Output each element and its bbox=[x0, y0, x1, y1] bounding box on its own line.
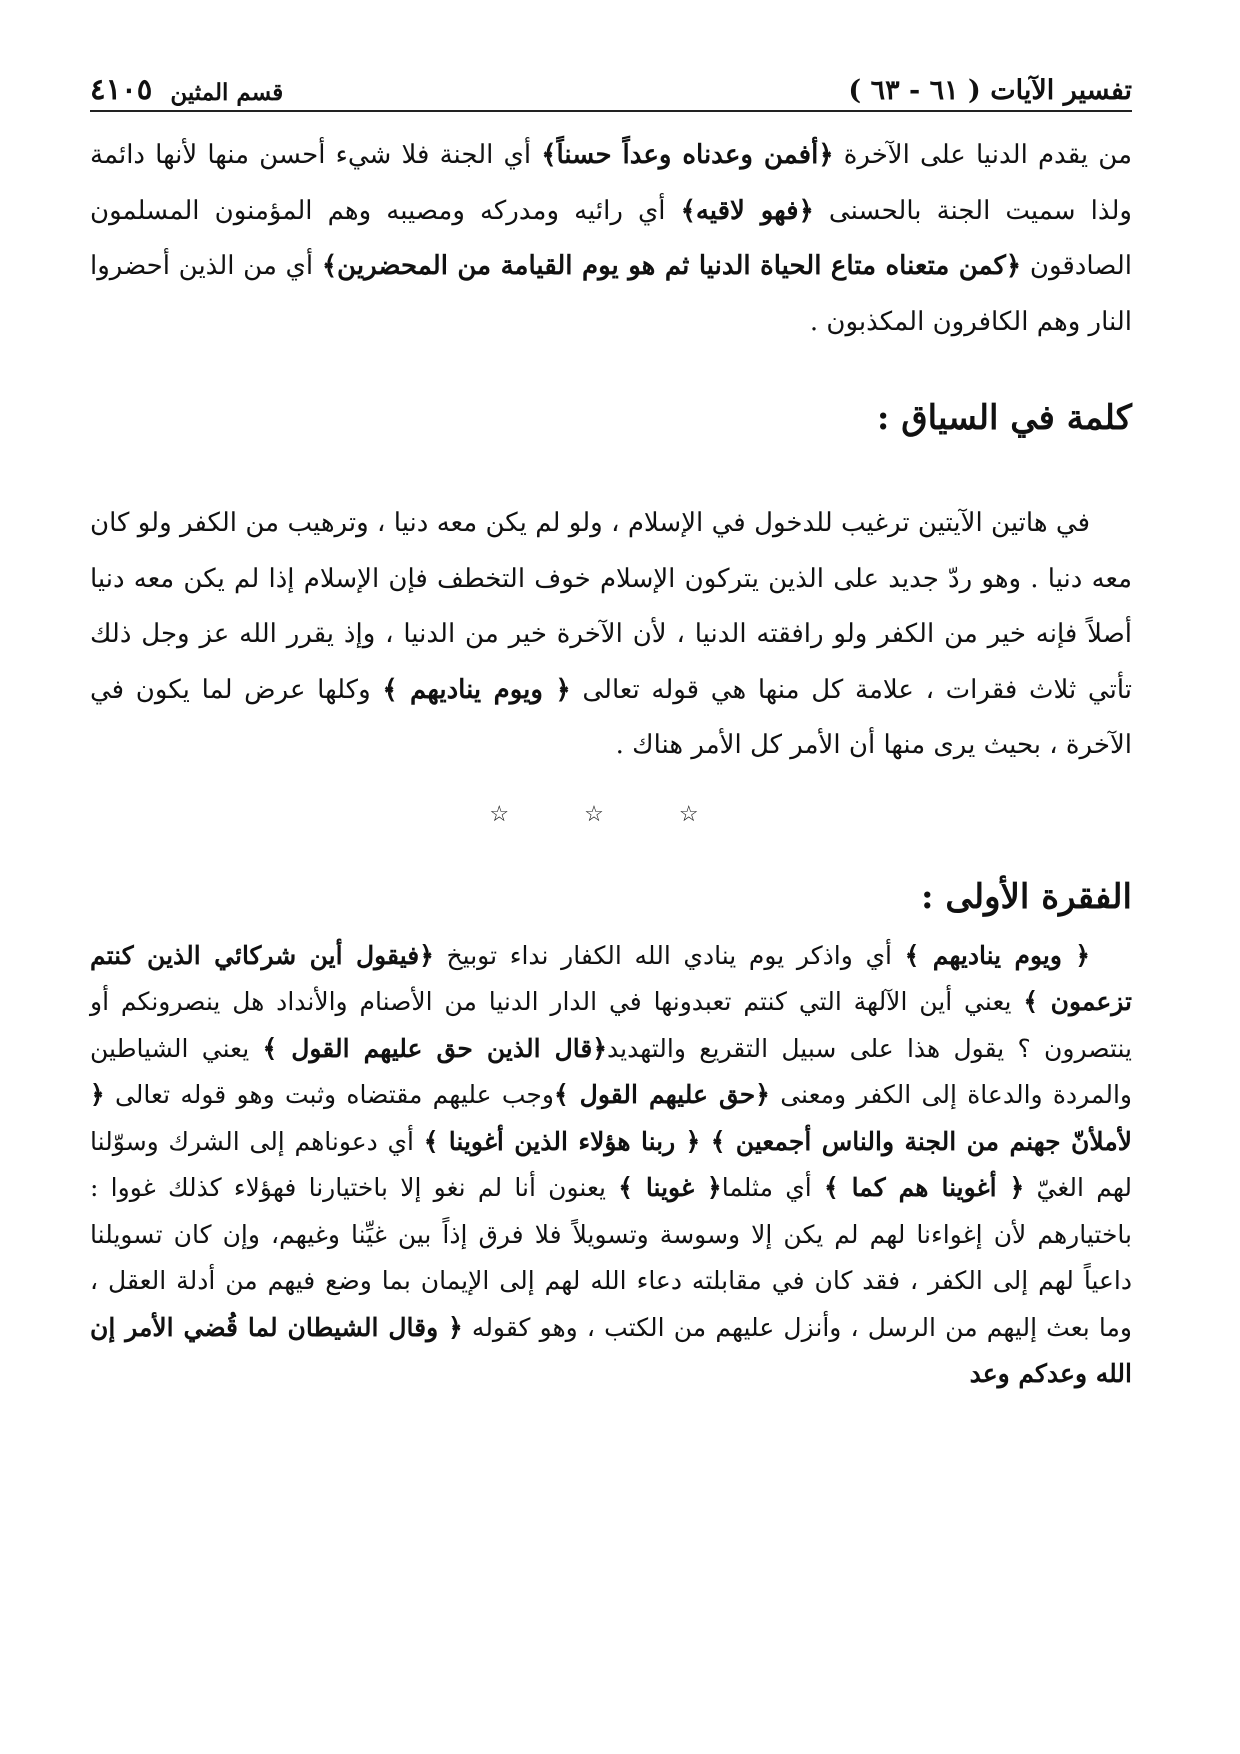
quran-quote: ﴿قال الذين حق عليهم القول ﴾ bbox=[262, 1033, 608, 1063]
first-passage-paragraph bbox=[90, 933, 1132, 1398]
quran-quote: ﴿حق عليهم القول ﴾ bbox=[553, 1080, 770, 1109]
intro-paragraph bbox=[90, 128, 1132, 350]
quran-quote: ﴿ لأملأنّ جهنم من الجنة والناس أجمعين ﴾ ﴿ ربنا هؤلاء الذين أغوينا ﴾ bbox=[90, 1080, 1132, 1156]
section-separator-stars: ☆ ☆ ☆ bbox=[489, 801, 733, 827]
page-number: ٤١٠٥ bbox=[90, 72, 153, 106]
quran-quote: ﴿ ويوم يناديهم ﴾ bbox=[904, 940, 1090, 970]
context-paragraph bbox=[90, 496, 1132, 774]
quran-quote: ﴿ أغوينا هم كما ﴾ bbox=[824, 1173, 1025, 1202]
passage-text: وجب عليهم مقتضاه وثبت وهو قوله تعالى bbox=[104, 1080, 554, 1109]
quran-quote: ﴿ ويوم يناديهم ﴾ bbox=[382, 674, 571, 705]
context-text-1: في هاتين الآيتين ترغيب للدخول في الإسلام ، ولو لم يكن معه دنيا ، وترهيب من الكفر ولو كان معه دنيا . وهو ردّ جديد على الذين يتركون الإسلام خوف التخطف فإن الإسلام إذا لم يكن معه دنيا أصلاً فإنه خير من الكفر ولو رافقته الدنيا ، لأن الآخرة خير من الدنيا ، وإذ يقرر الله عز وجل ذلك تأتي ثلاث فقرات ، علامة كل منها هي قوله تعالى bbox=[90, 508, 1132, 705]
running-title: تفسير الآيات ( ٦١ - ٦٣ ) bbox=[848, 75, 1132, 106]
quran-quote: ﴿كمن متعناه متاع الحياة الدنيا ثم هو يوم القيامة من المحضرين﴾ bbox=[321, 251, 1022, 281]
intro-text-3: أي رائيه ومدركه ومصيبه وهم المؤمنون المسلمون الصادقون bbox=[90, 195, 1132, 281]
passage-text: يعني أين الآلهة التي كنتم تعبدونها في الدار الدنيا من الأصنام والأنداد هل ينصرونكم أو ينتصرون ؟ يقول هذا على سبيل التقريع والتهديد bbox=[90, 987, 1133, 1063]
intro-text-1: من يقدم الدنيا على الآخرة bbox=[833, 140, 1132, 170]
book-section-title: قسم المثين bbox=[170, 79, 284, 106]
intro-text-2: أي الجنة فلا شيء أحسن منها لأنها دائمة ولذا سميت الجنة بالحسنى bbox=[90, 140, 1132, 226]
section-heading-first-passage: الفقرة الأولى : bbox=[921, 876, 1132, 917]
passage-text: أي مثلما bbox=[721, 1173, 825, 1202]
page-header bbox=[90, 62, 1132, 112]
quran-quote: ﴿ وقال الشيطان لما قُضي الأمر إن الله وعدكم وعد bbox=[90, 1312, 1132, 1388]
passage-text: أي دعوناهم إلى الشرك وسوّلنا لهم الغيّ bbox=[90, 1126, 1132, 1202]
passage-text: يعني الشياطين والمردة والدعاة إلى الكفر ومعنى bbox=[90, 1033, 1132, 1109]
intro-text-4: أي من الذين أحضروا النار وهم الكافرون المكذبون . bbox=[90, 251, 1132, 337]
passage-text: يعنون أنا لم نغو إلا باختيارنا فهؤلاء كذلك غووا : باختيارهم لأن إغواءنا لهم لم يكن إلا وسوسة وتسويلاً فلا فرق إذاً بين غيِّنا وغيهم، وإن كان تسويلنا داعياً لهم إلى الكفر ، فقد كان في مقابلته دعاء الله لهم إلى الإيمان بما وضع فيهم من أدلة العقل ، وما بعث إليهم من الرسل ، وأنزل عليهم من الكتب ، وهو كقوله bbox=[90, 1173, 1132, 1342]
quran-quote: ﴿فيقول أين شركائي الذين كنتم تزعمون ﴾ bbox=[90, 940, 1132, 1016]
page-body bbox=[90, 128, 1132, 1398]
passage-text: أي واذكر يوم ينادي الله الكفار نداء توبيخ bbox=[433, 940, 905, 970]
header-left-group bbox=[90, 72, 283, 106]
quran-quote: ﴿فهو لاقيه﴾ bbox=[680, 195, 814, 226]
context-text-2: وكلها عرض لما يكون في الآخرة ، بحيث يرى منها أن الأمر كل الأمر هناك . bbox=[90, 674, 1132, 760]
quran-quote: ﴿أفمن وعدناه وعداً حسناً﴾ bbox=[541, 140, 834, 170]
quran-quote: ﴿ غوينا ﴾ bbox=[618, 1173, 722, 1202]
section-heading-context: كلمة في السياق : bbox=[876, 398, 1132, 438]
